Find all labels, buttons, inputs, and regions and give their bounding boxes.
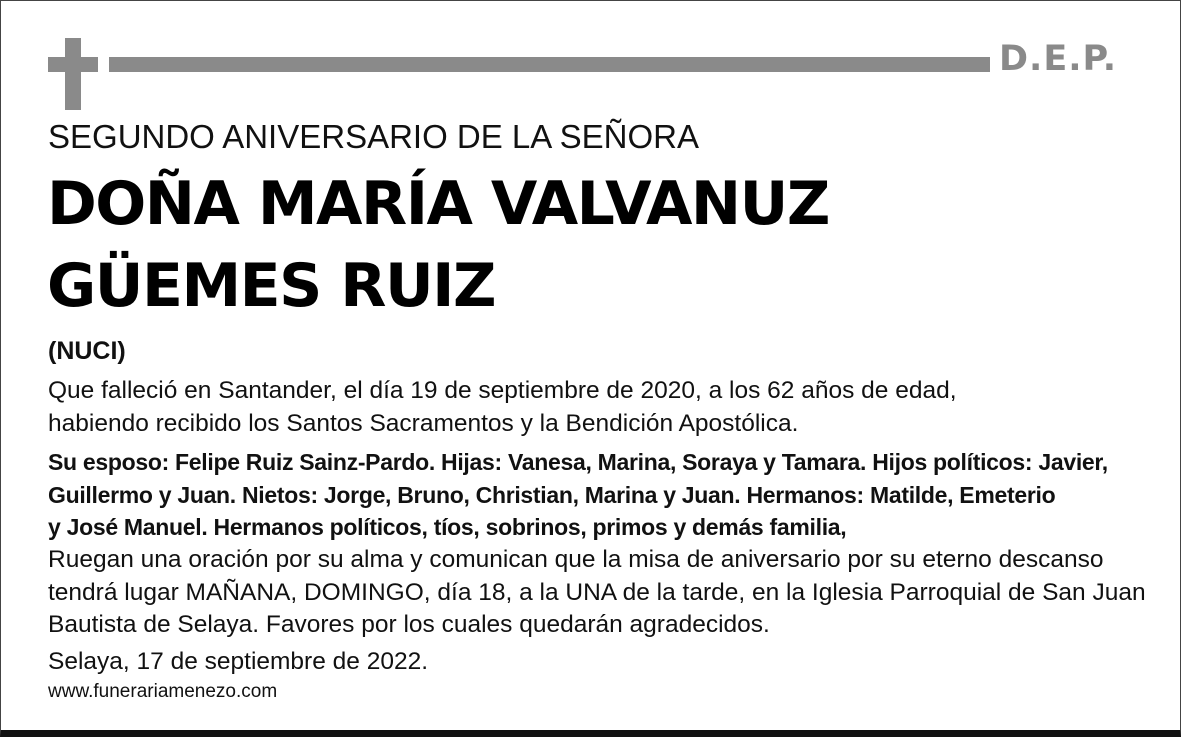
deceased-name [47,163,829,327]
text-line: tendrá lugar MAÑANA, DOMINGO, día 18, a la UNA de la tarde, en la Iglesia Parroquial de San Juan [48,578,1146,606]
place-date: Selaya, 17 de septiembre de 2022. [48,648,429,675]
deceased-nickname: (NUCI) [48,337,126,365]
text-line: Ruegan una oración por su alma y comunican que la misa de aniversario por su eterno descanso [48,546,1104,573]
deceased-name-line: DOÑA MARÍA VALVANUZ [47,169,829,239]
text-line: Guillermo y Juan. Nietos: Jorge, Bruno, Christian, Marina y Juan. Hermanos: Matilde, Emeterio [48,481,1056,508]
text-line: Bautista de Selaya. Favores por los cuales quedarán agradecidos. [48,611,770,638]
funeral-home-website: www.funerariamenezo.com [48,681,278,702]
text-line: Su esposo: Felipe Ruiz Sainz-Pardo. Hijas: Vanesa, Marina, Soraya y Tamara. Hijos políticos: Javier, [48,449,1108,475]
family-paragraph [48,446,1108,544]
text-line: y José Manuel. Hermanos políticos, tíos, sobrinos, primos y demás familia, [48,514,847,540]
text-line: habiendo recibido los Santos Sacramentos y la Bendición Apostólica. [48,409,799,437]
anniversary-subtitle: SEGUNDO ANIVERSARIO DE LA SEÑORA [48,118,700,155]
dep-label: D.E.P. [999,39,1118,79]
mass-paragraph [48,544,1146,642]
deceased-name-line: GÜEMES RUIZ [47,251,496,321]
latin-cross-icon [48,38,98,110]
death-info-paragraph [48,375,957,440]
header-rule [109,57,990,72]
text-line: Que falleció en Santander, el día 19 de septiembre de 2020, a los 62 años de edad, [48,377,957,404]
